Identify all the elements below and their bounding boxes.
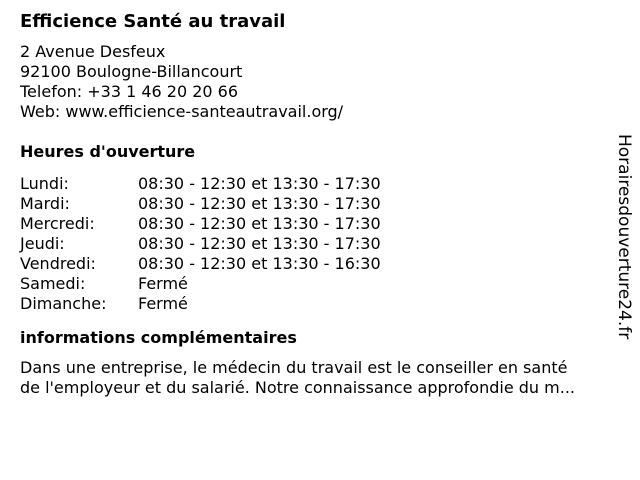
street-address: 2 Avenue Desfeux	[20, 42, 166, 61]
info-line: Dans une entreprise, le médecin du travail est le conseiller en santé	[20, 358, 568, 377]
hours-row-dimanche	[20, 294, 620, 314]
address-block	[20, 42, 620, 122]
hours-heading: Heures d'ouverture	[20, 142, 196, 161]
hours-row-mercredi	[20, 214, 620, 234]
hours-row-vendredi	[20, 254, 620, 274]
day-label: Samedi:	[20, 274, 86, 293]
day-label: Lundi:	[20, 174, 69, 193]
time-value: 08:30 - 12:30 et 13:30 - 16:30	[138, 254, 381, 273]
time-value: 08:30 - 12:30 et 13:30 - 17:30	[138, 214, 381, 233]
hours-row-jeudi	[20, 234, 620, 254]
hours-row-lundi	[20, 174, 620, 194]
opening-hours-list	[20, 174, 620, 314]
info-heading: informations complémentaires	[20, 328, 297, 347]
city-address: 92100 Boulogne-Billancourt	[20, 62, 243, 81]
day-label: Dimanche:	[20, 294, 107, 313]
hours-row-mardi	[20, 194, 620, 214]
hours-row-samedi	[20, 274, 620, 294]
time-value: 08:30 - 12:30 et 13:30 - 17:30	[138, 234, 381, 253]
day-label: Jeudi:	[20, 234, 65, 253]
website-link[interactable]: Web: www.efficience-santeautravail.org/	[20, 102, 344, 121]
time-value: Fermé	[138, 294, 188, 313]
day-label: Vendredi:	[20, 254, 96, 273]
site-watermark: Horairesdouverture24.fr	[614, 134, 634, 340]
phone-number[interactable]: Telefon: +33 1 46 20 20 66	[20, 82, 239, 101]
company-name: Efficience Santé au travail	[20, 11, 286, 32]
time-value: 08:30 - 12:30 et 13:30 - 17:30	[138, 174, 381, 193]
info-line: de l'employeur et du salarié. Notre connaissance approfondie du m...	[20, 378, 575, 397]
time-value: Fermé	[138, 274, 188, 293]
business-card	[20, 10, 620, 398]
day-label: Mardi:	[20, 194, 70, 213]
time-value: 08:30 - 12:30 et 13:30 - 17:30	[138, 194, 381, 213]
info-description	[20, 358, 624, 398]
day-label: Mercredi:	[20, 214, 95, 233]
